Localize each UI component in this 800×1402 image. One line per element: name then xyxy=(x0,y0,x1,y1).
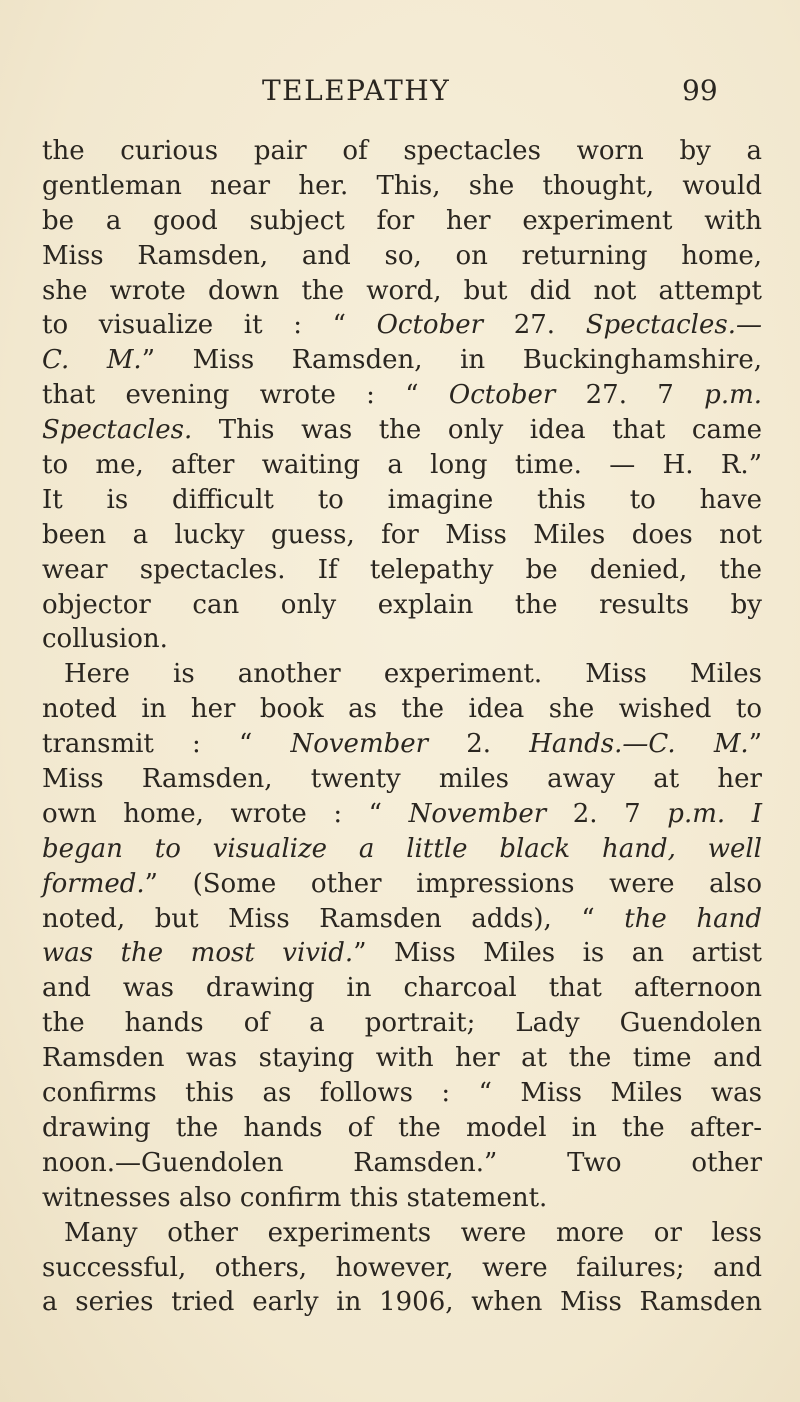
text-run: to me, after waiting a long time. — H. R.” xyxy=(42,450,762,481)
text-line xyxy=(42,588,762,623)
italic-text: p.m. xyxy=(704,380,762,411)
italic-text: Spectacles. xyxy=(42,415,193,446)
italic-text: began to visualize a little black hand, well xyxy=(42,833,762,864)
text-line xyxy=(42,378,762,413)
italic-text: Spectacles.— xyxy=(585,310,762,341)
text-line xyxy=(42,727,762,762)
italic-text: p.m. I xyxy=(667,798,762,829)
text-run: 2. 7 xyxy=(546,798,668,829)
text-run: noted, but Miss Ramsden adds), “ xyxy=(42,903,625,934)
italic-text: October xyxy=(448,380,556,411)
text-run: collusion. xyxy=(42,624,168,655)
text-run: to visualize it : “ xyxy=(42,310,377,341)
text-run: ” xyxy=(748,729,762,760)
text-run: noon.—Guendolen Ramsden.” Two other xyxy=(42,1147,762,1178)
text-line xyxy=(42,1251,762,1286)
text-line xyxy=(42,553,762,588)
text-line xyxy=(42,936,762,971)
text-line xyxy=(42,413,762,448)
text-run: It is difficult to imagine this to have xyxy=(42,484,762,515)
text-line xyxy=(42,762,762,797)
text-run: be a good subject for her experiment with xyxy=(42,205,762,236)
text-run: own home, wrote : “ xyxy=(42,798,409,829)
body-text xyxy=(42,134,762,1320)
text-run: gentleman near her. This, she thought, would xyxy=(42,170,762,201)
italic-text: the hand xyxy=(624,903,763,934)
text-line xyxy=(42,1216,762,1251)
text-line xyxy=(42,448,762,483)
italic-text: formed. xyxy=(42,868,145,899)
text-run: ” (Some other impressions were also xyxy=(144,868,762,899)
page-number: 99 xyxy=(682,74,718,107)
text-run: that evening wrote : “ xyxy=(42,380,449,411)
text-run: the hands of a portrait; Lady Guendolen xyxy=(42,1008,762,1039)
text-run: ” Miss Miles is an artist xyxy=(353,938,762,969)
italic-text: C. M. xyxy=(42,345,142,376)
text-run: Ramsden was staying with her at the time and xyxy=(42,1043,762,1074)
text-run: noted in her book as the idea she wished to xyxy=(42,694,762,725)
italic-text: November xyxy=(290,729,429,760)
text-run: and was drawing in charcoal that afternoon xyxy=(42,973,762,1004)
text-line xyxy=(42,1041,762,1076)
text-line xyxy=(42,239,762,274)
text-run: Miss Ramsden, and so, on returning home, xyxy=(42,240,762,271)
text-run: Many other experiments were more or less xyxy=(64,1217,762,1248)
text-run: 2. xyxy=(428,729,530,760)
text-line xyxy=(42,204,762,239)
text-line xyxy=(42,797,762,832)
text-line xyxy=(42,657,762,692)
text-line xyxy=(42,134,762,169)
text-run: she wrote down the word, but did not attempt xyxy=(42,275,762,306)
text-run: ” Miss Ramsden, in Buckinghamshire, xyxy=(141,345,762,376)
text-run: 27. 7 xyxy=(555,380,705,411)
text-line xyxy=(42,1111,762,1146)
text-line xyxy=(42,1006,762,1041)
italic-text: October xyxy=(376,310,484,341)
text-line xyxy=(42,971,762,1006)
text-line xyxy=(42,902,762,937)
text-line xyxy=(42,1146,762,1181)
text-run: objector can only explain the results by xyxy=(42,589,762,620)
text-run: drawing the hands of the model in the after- xyxy=(42,1112,762,1143)
italic-text: Hands.—C. M. xyxy=(529,729,749,760)
text-run: witnesses also confirm this statement. xyxy=(42,1182,548,1213)
text-run: Here is another experiment. Miss Miles xyxy=(64,659,762,690)
text-line xyxy=(42,1181,762,1216)
italic-text: was the most vivid. xyxy=(42,938,354,969)
text-line xyxy=(42,832,762,867)
page-title: TELEPATHY xyxy=(262,74,451,107)
text-line xyxy=(42,343,762,378)
text-line xyxy=(42,274,762,309)
text-line xyxy=(42,308,762,343)
text-run: transmit : “ xyxy=(42,729,291,760)
text-line xyxy=(42,1076,762,1111)
text-run: the curious pair of spectacles worn by a xyxy=(42,136,762,166)
text-run: a series tried early in 1906, when Miss Ramsden xyxy=(42,1287,762,1318)
italic-text: November xyxy=(408,798,547,829)
text-line xyxy=(42,1285,762,1320)
text-line xyxy=(42,622,762,657)
text-line xyxy=(42,169,762,204)
text-run: confirms this as follows : “ Miss Miles was xyxy=(42,1078,762,1109)
text-run: Miss Ramsden, twenty miles away at her xyxy=(42,764,762,795)
text-run: This was the only idea that came xyxy=(192,415,762,446)
text-run: been a lucky guess, for Miss Miles does not xyxy=(42,519,762,550)
running-head xyxy=(0,74,800,114)
text-line xyxy=(42,483,762,518)
text-run: successful, others, however, were failures; and xyxy=(42,1252,762,1283)
text-run: 27. xyxy=(483,310,586,341)
text-line xyxy=(42,692,762,727)
text-run: wear spectacles. If telepathy be denied, the xyxy=(42,554,762,585)
text-line xyxy=(42,867,762,902)
text-line xyxy=(42,518,762,553)
